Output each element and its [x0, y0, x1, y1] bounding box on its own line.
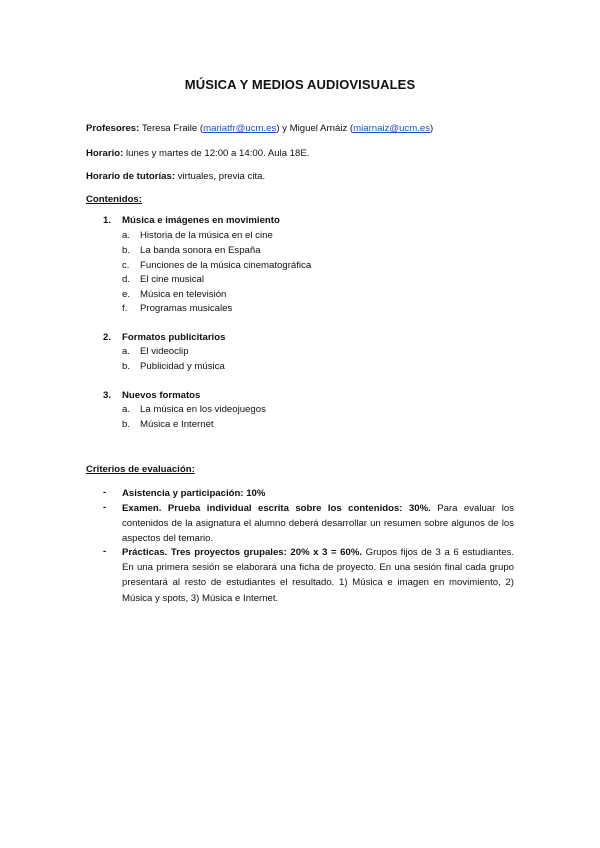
- section-title: Formatos publicitarios: [122, 332, 226, 343]
- list-letter: a.: [122, 404, 131, 415]
- list-letter: e.: [122, 289, 131, 300]
- contenidos-heading: Contenidos:: [86, 194, 142, 205]
- criterio-practicas: [122, 545, 514, 606]
- criterio-dash: -: [103, 487, 107, 498]
- criterio-examen: [122, 501, 514, 547]
- profesores-end: ): [430, 123, 434, 134]
- section-title: Nuevos formatos: [122, 390, 201, 401]
- tutorias-label: Horario de tutorías:: [86, 171, 176, 182]
- criterio-bold: Prácticas. Tres proyectos grupales: 20% x 3 = 60%.: [122, 547, 363, 558]
- criterios-heading: Criterios de evaluación:: [86, 464, 195, 475]
- email-link-2[interactable]: miarnaiz@ucm.es: [353, 123, 431, 134]
- profesor-2-name: ) y Miguel Arnáiz (: [276, 123, 354, 134]
- profesores-colon: :: [136, 123, 140, 134]
- criterio-text: Para evaluar los contenidos de la asignatura el alumno deberá desarrollar un resumen sobre algunos de los aspectos del temario.: [122, 503, 514, 545]
- list-item: Música e Internet: [140, 419, 214, 430]
- tutorias-value: virtuales, previa cita.: [175, 171, 266, 182]
- section-number: 3.: [103, 390, 112, 401]
- list-letter: f.: [122, 303, 128, 314]
- list-item: El cine musical: [140, 274, 204, 285]
- page-title: MÚSICA Y MEDIOS AUDIOVISUALES: [184, 77, 416, 92]
- list-item: Música en televisión: [140, 289, 227, 300]
- section-number: 2.: [103, 332, 112, 343]
- criterio-dash: -: [103, 546, 107, 557]
- criterio-asistencia: [122, 486, 514, 501]
- criterio-text: Grupos fijos de 3 a 6 estudiantes. En una primera sesión se elaborará una ficha de proyecto. En una sesión final cada grupo presentará al resto de estudiantes el resultado. 1) Música e imagen en movimiento, 2) Música y spots, 3) Música e Internet.: [122, 547, 514, 604]
- horario-line: [86, 147, 309, 162]
- profesores-line: [86, 122, 433, 137]
- horario-label: Horario:: [86, 148, 124, 159]
- list-item: Programas musicales: [140, 303, 233, 314]
- section-number: 1.: [103, 215, 112, 226]
- criterio-bold: Examen. Prueba individual escrita sobre los contenidos: 30%.: [122, 503, 431, 514]
- tutorias-line: [86, 170, 265, 185]
- list-item: La banda sonora en España: [140, 245, 261, 256]
- list-item: La música en los videojuegos: [140, 404, 266, 415]
- list-item: El videoclip: [140, 346, 189, 357]
- list-item: Historia de la música en el cine: [140, 230, 273, 241]
- list-letter: a.: [122, 230, 131, 241]
- list-letter: b.: [122, 419, 131, 430]
- list-letter: b.: [122, 361, 131, 372]
- list-letter: c.: [122, 260, 130, 271]
- profesores-label: Profesores: [86, 123, 137, 134]
- list-letter: b.: [122, 245, 131, 256]
- list-item: Funciones de la música cinematográfica: [140, 260, 312, 271]
- email-link-1[interactable]: mariatfr@ucm.es: [203, 123, 277, 134]
- section-title: Música e imágenes en movimiento: [122, 215, 280, 226]
- list-letter: d.: [122, 274, 131, 285]
- horario-value: lunes y martes de 12:00 a 14:00. Aula 18E.: [123, 148, 310, 159]
- list-letter: a.: [122, 346, 131, 357]
- criterio-bold: Asistencia y participación: 10%: [122, 488, 266, 499]
- criterio-dash: -: [103, 502, 107, 513]
- profesor-1-name: Teresa Fraile (: [139, 123, 204, 134]
- list-item: Publicidad y música: [140, 361, 225, 372]
